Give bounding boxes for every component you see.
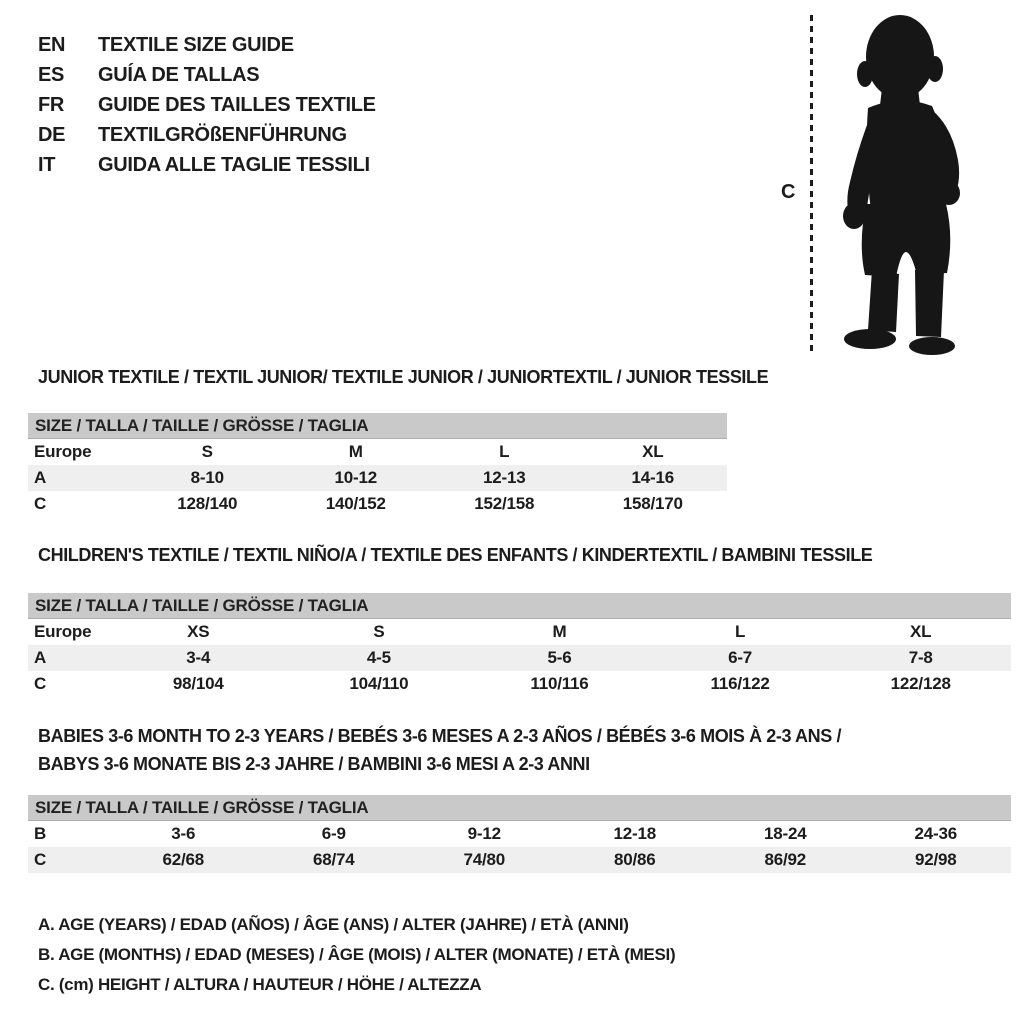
table-cell: 3-6 bbox=[171, 824, 196, 843]
table-cell: 122/128 bbox=[890, 674, 951, 693]
size-header-row bbox=[28, 413, 727, 439]
table-cell: 6-7 bbox=[650, 645, 831, 671]
table-cell: 86/92 bbox=[710, 847, 861, 873]
table-cell: 12-13 bbox=[430, 465, 579, 491]
children-size-table bbox=[28, 593, 1011, 697]
row-label: Europe bbox=[34, 622, 92, 641]
table-cell: 116/122 bbox=[710, 674, 770, 693]
table-row-europe bbox=[28, 439, 727, 466]
table-cell: 24-36 bbox=[914, 824, 957, 843]
row-label: C bbox=[28, 847, 108, 873]
table-cell: 92/98 bbox=[861, 847, 1012, 873]
babies-title-line-1: BABIES 3-6 MONTH TO 2-3 YEARS / BEBÉS 3-6 MESES A 2-3 AÑOS / BÉBÉS 3-6 MOIS À 2-3 ANS / bbox=[38, 726, 842, 746]
lang-row-es bbox=[38, 60, 376, 90]
table-cell: L bbox=[734, 622, 746, 641]
table-cell: M bbox=[552, 622, 567, 641]
lang-row-en bbox=[38, 30, 376, 60]
table-row-age bbox=[28, 645, 1011, 671]
junior-section-title: JUNIOR TEXTILE / TEXTIL JUNIOR/ TEXTILE JUNIOR / JUNIORTEXTIL / JUNIOR TESSILE bbox=[38, 367, 769, 387]
lang-title: GUIDA ALLE TAGLIE TESSILI bbox=[98, 153, 370, 176]
table-cell: XL bbox=[642, 442, 664, 461]
lang-title: TEXTILGRÖßENFÜHRUNG bbox=[98, 123, 347, 146]
row-label: A bbox=[28, 645, 108, 671]
table-cell: 3-4 bbox=[108, 645, 289, 671]
lang-code: DE bbox=[38, 123, 66, 146]
table-cell: 68/74 bbox=[259, 847, 410, 873]
table-cell: 6-9 bbox=[321, 824, 346, 843]
footnote-legend bbox=[38, 910, 675, 1000]
lang-title: TEXTILE SIZE GUIDE bbox=[98, 33, 294, 56]
table-row-height bbox=[28, 671, 1011, 697]
table-cell: XS bbox=[187, 622, 210, 641]
table-cell: 104/110 bbox=[349, 674, 409, 693]
table-cell: 8-10 bbox=[133, 465, 282, 491]
lang-code: ES bbox=[38, 63, 65, 86]
table-cell: 18-24 bbox=[764, 824, 807, 843]
lang-code: IT bbox=[38, 153, 56, 176]
row-label: C bbox=[34, 674, 47, 693]
table-cell: 152/158 bbox=[474, 494, 535, 513]
table-cell: 12-18 bbox=[613, 824, 656, 843]
lang-title: GUIDE DES TAILLES TEXTILE bbox=[98, 93, 376, 116]
table-cell: S bbox=[373, 622, 385, 641]
children-section-title: CHILDREN'S TEXTILE / TEXTIL NIÑO/A / TEXTILE DES ENFANTS / KINDERTEXTIL / BAMBINI TESSILE bbox=[38, 545, 873, 565]
table-cell: M bbox=[348, 442, 363, 461]
table-cell: 7-8 bbox=[830, 645, 1011, 671]
table-cell: 110/116 bbox=[530, 674, 589, 693]
table-row-height bbox=[28, 491, 727, 517]
table-cell: 74/80 bbox=[409, 847, 560, 873]
lang-code: FR bbox=[38, 93, 65, 116]
lang-title: GUÍA DE TALLAS bbox=[98, 63, 260, 86]
height-measure-label: C bbox=[781, 181, 796, 203]
size-header-row bbox=[28, 795, 1011, 821]
table-cell: 5-6 bbox=[469, 645, 650, 671]
table-cell: 4-5 bbox=[289, 645, 470, 671]
size-header-row bbox=[28, 593, 1011, 619]
babies-section-title bbox=[38, 722, 841, 778]
size-header-cell: SIZE / TALLA / TAILLE / GRÖSSE / TAGLIA bbox=[28, 413, 727, 439]
language-title-list bbox=[38, 30, 376, 180]
row-label: C bbox=[34, 494, 47, 513]
size-header-cell: SIZE / TALLA / TAILLE / GRÖSSE / TAGLIA bbox=[28, 593, 1011, 619]
table-cell: 128/140 bbox=[177, 494, 238, 513]
lang-row-it bbox=[38, 150, 376, 180]
lang-code: EN bbox=[38, 33, 66, 56]
footnote-b: B. AGE (MONTHS) / EDAD (MESES) / ÂGE (MOIS) / ALTER (MONATE) / ETÀ (MESI) bbox=[38, 945, 676, 964]
table-row-europe bbox=[28, 619, 1011, 646]
height-measure-dotted-line bbox=[810, 15, 813, 353]
babies-size-table bbox=[28, 795, 1011, 873]
table-cell: XL bbox=[910, 622, 932, 641]
table-cell: 80/86 bbox=[560, 847, 711, 873]
size-header-cell: SIZE / TALLA / TAILLE / GRÖSSE / TAGLIA bbox=[28, 795, 1011, 821]
lang-row-de bbox=[38, 120, 376, 150]
table-cell: 9-12 bbox=[467, 824, 501, 843]
table-row-age-months bbox=[28, 821, 1011, 848]
table-cell: 98/104 bbox=[172, 674, 224, 693]
row-label: A bbox=[28, 465, 133, 491]
footnote-a: A. AGE (YEARS) / EDAD (AÑOS) / ÂGE (ANS) / ALTER (JAHRE) / ETÀ (ANNI) bbox=[38, 915, 629, 934]
row-label: B bbox=[34, 824, 47, 843]
footnote-c: C. (cm) HEIGHT / ALTURA / HAUTEUR / HÖHE / ALTEZZA bbox=[38, 975, 482, 994]
table-cell: 10-12 bbox=[282, 465, 431, 491]
lang-row-fr bbox=[38, 90, 376, 120]
junior-size-table bbox=[28, 413, 727, 517]
table-cell: L bbox=[499, 442, 510, 461]
table-row-age bbox=[28, 465, 727, 491]
row-label: Europe bbox=[34, 442, 92, 461]
toddler-silhouette-icon bbox=[820, 12, 978, 357]
table-cell: 14-16 bbox=[579, 465, 728, 491]
table-cell: 140/152 bbox=[325, 494, 386, 513]
table-row-height bbox=[28, 847, 1011, 873]
table-cell: 62/68 bbox=[108, 847, 259, 873]
babies-title-line-2: BABYS 3-6 MONATE BIS 2-3 JAHRE / BAMBINI 3-6 MESI A 2-3 ANNI bbox=[38, 754, 590, 774]
table-cell: S bbox=[201, 442, 213, 461]
table-cell: 158/170 bbox=[622, 494, 683, 513]
